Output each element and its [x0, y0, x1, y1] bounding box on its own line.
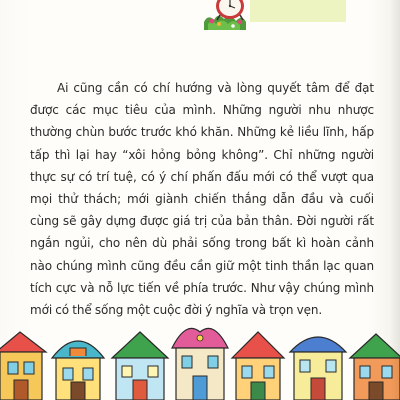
body-paragraph: Ai cũng cần có chí hướng và lòng quyết tâm để đạt được các mục tiêu của mình. Những người nhu nhược thường chùn bước trước khó khăn. Những kẻ liều lĩnh, hấp tấp thì lại hay “xôi hỏng bỏng không”. Chỉ những người thực sự có trí tuệ, có ý chí phấn đấu mới có thể vượt qua mọi thử thách; mới giành chiến thắng dẫn đầu và cuối cùng sẽ gây dựng được giá trị của bản thân. Đời người rất ngắn ngủi, cho nên dù phải sống trong bất kì hoàn cảnh nào chúng mình cũng đều cần giữ một tinh thần lạc quan tích cực và nỗ lực tiến về phía trước. Như vậy chúng mình mới có thể sống một cuộc đời ý nghĩa và trọn vẹn.: [30, 81, 374, 318]
page-binding-shadow: [390, 0, 400, 400]
house-1: [0, 332, 46, 400]
house-2: [52, 341, 104, 400]
houses-illustration: [0, 318, 400, 400]
alarm-clock-illustration: [196, 0, 286, 30]
house-5: [232, 332, 284, 400]
house-6: [290, 337, 346, 400]
house-3: [112, 332, 168, 400]
house-4: [172, 328, 228, 400]
